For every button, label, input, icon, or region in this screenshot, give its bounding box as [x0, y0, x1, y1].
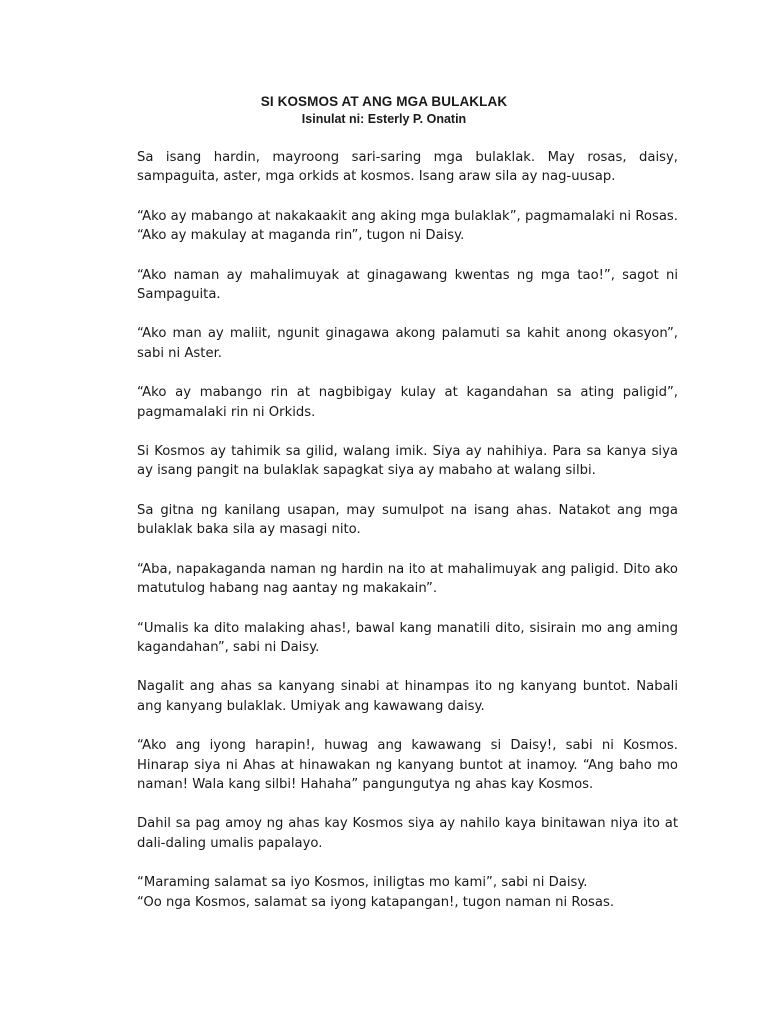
paragraph: “Ako ay mabango at nakakaakit ang aking mga bulaklak”, pagmamalaki ni Rosas. “Ako ay makulay at maganda rin”, tugon ni Daisy.: [137, 208, 678, 244]
paragraph: “Ako ay mabango rin at nagbibigay kulay at kagandahan sa ating paligid”, pagmamalaki rin ni Orkids.: [137, 385, 678, 420]
story-title: SI KOSMOS AT ANG MGA BULAKLAK: [260, 94, 508, 109]
paragraph: Sa isang hardin, mayroong sari-saring mga bulaklak. May rosas, daisy, sampaguita, aster, mga orkids at kosmos. Isang araw sila ay nag-uusap.: [137, 150, 678, 185]
paragraph: Sa gitna ng kanilang usapan, may sumulpot na isang ahas. Natakot ang mga bulaklak baka sila ay masagi nito.: [137, 502, 678, 538]
paragraph: Dahil sa pag amoy ng ahas kay Kosmos siya ay nahilo kaya binitawan niya ito at dali-daling umalis papalayo.: [137, 816, 678, 851]
paragraph: “Aba, napakaganda naman ng hardin na ito at mahalimuyak ang paligid. Dito ako matutulog habang nag aantay ng makakain”.: [137, 561, 678, 597]
paragraph: “Oo nga Kosmos, salamat sa iyong katapangan!, tugon naman ni Rosas.: [137, 894, 615, 910]
paragraph: Nagalit ang ahas sa kanyang sinabi at hinampas ito ng kanyang buntot. Nabali ang kanyang bulaklak. Umiyak ang kawawang daisy.: [137, 679, 678, 714]
paragraph: Si Kosmos ay tahimik sa gilid, walang imik. Siya ay nahihiya. Para sa kanya siya ay isang pangit na bulaklak sapagkat siya ay mabaho at walang silbi.: [137, 444, 678, 479]
paragraph: “Ako ang iyong harapin!, huwag ang kawawang si Daisy!, sabi ni Kosmos. Hinarap siya ni Ahas at hinawakan ng kanyang buntot at inamoy. “Ang baho mo naman! Wala kang silbi! Hahaha” pangungutya ng ahas kay Kosmos.: [137, 738, 678, 792]
author-line: Isinulat ni: Esterly P. Onatin: [301, 112, 467, 126]
paragraph: “Ako naman ay mahalimuyak at ginagawang kwentas ng mga tao!”, sagot ni Sampaguita.: [137, 267, 678, 303]
story-body: [137, 148, 678, 912]
paragraph: “Ako man ay maliit, ngunit ginagawa akong palamuti sa kahit anong okasyon”, sabi ni Aster.: [137, 326, 678, 361]
paragraph: “Maraming salamat sa iyo Kosmos, iniligtas mo kami”, sabi ni Daisy.: [137, 875, 588, 891]
paragraph: “Umalis ka dito malaking ahas!, bawal kang manatili dito, sisirain mo ang aming kagandahan”, sabi ni Daisy.: [137, 620, 678, 655]
